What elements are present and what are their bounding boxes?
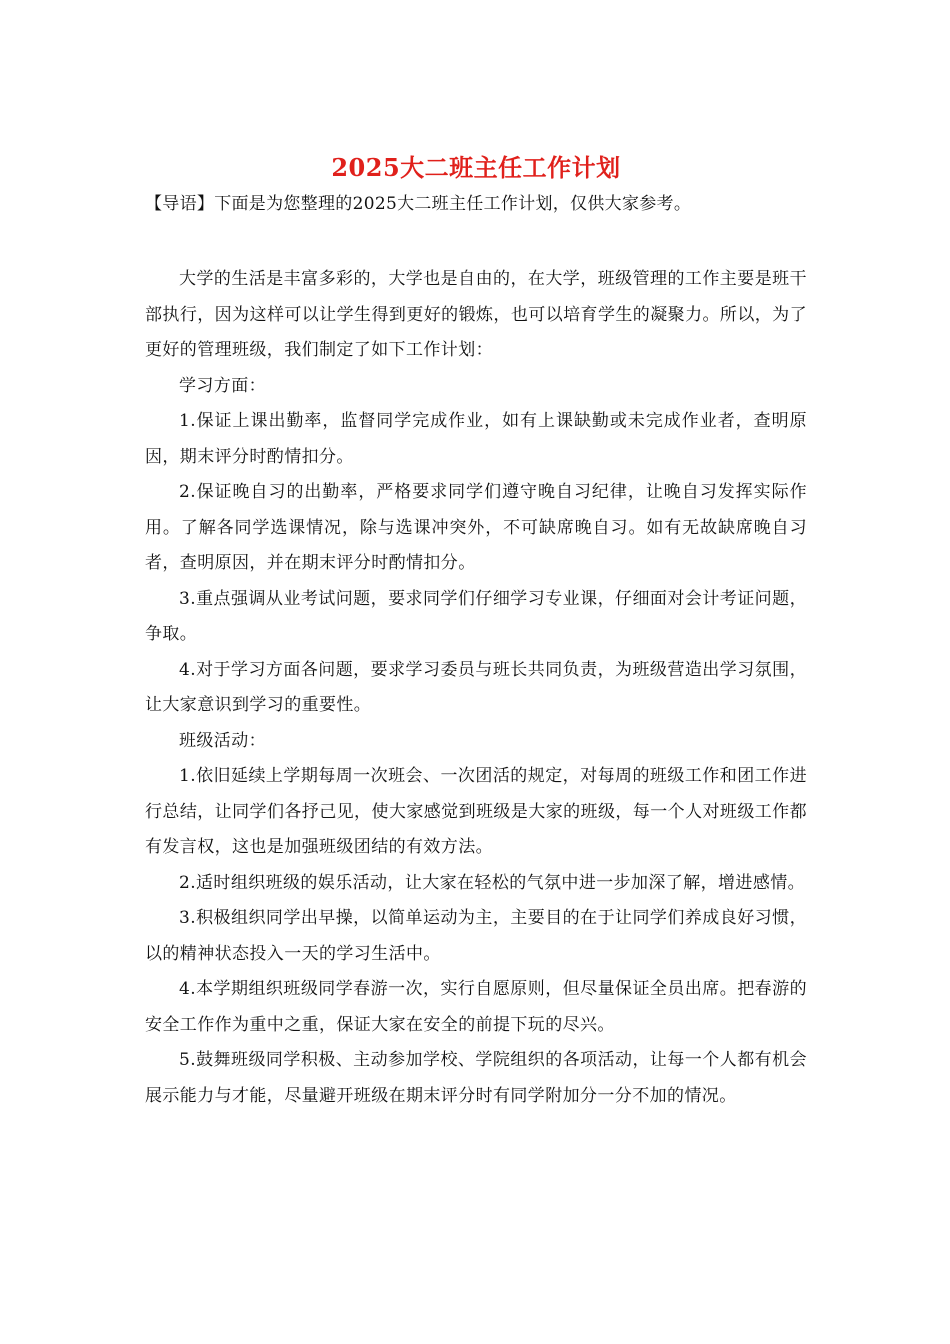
section-heading-activities: 班级活动： xyxy=(179,730,266,751)
paragraph-activity-1: 1.依旧延续上学期每周一次班会、一次团活的规定，对每周的班级工作和团工作进行总结，让同学们各抒己见，使大家感觉到班级是大家的班级，每一个人对班级工作都有发言权，这也是加强班级团结的有效方法。 xyxy=(145,766,807,857)
paragraph-activity-5: 5.鼓舞班级同学积极、主动参加学校、学院组织的各项活动，让每一个人都有机会展示能力与才能，尽量避开班级在期末评分时有同学附加分一分不加的情况。 xyxy=(145,1050,807,1106)
document-page xyxy=(145,150,807,1114)
paragraph-opening: 大学的生活是丰富多彩的，大学也是自由的，在大学，班级管理的工作主要是班干部执行，因为这样可以让学生得到更好的锻炼，也可以培育学生的凝聚力。所以，为了更好的管理班级，我们制定了如下工作计划： xyxy=(145,269,807,360)
paragraph-study-4: 4.对于学习方面各问题，要求学习委员与班长共同负责，为班级营造出学习氛围，让大家意识到学习的重要性。 xyxy=(145,659,807,715)
document-title: 2025大二班主任工作计划 xyxy=(331,153,621,182)
paragraph-activity-4: 4.本学期组织班级同学春游一次，实行自愿原则，但尽量保证全员出席。把春游的安全工作作为重中之重，保证大家在安全的前提下玩的尽兴。 xyxy=(145,979,807,1035)
paragraph-study-2: 2.保证晚自习的出勤率，严格要求同学们遵守晚自习纪律，让晚自习发挥实际作用。了解各同学选课情况，除与选课冲突外，不可缺席晚自习。如有无故缺席晚自习者，查明原因，并在期末评分时酌情扣分。 xyxy=(145,482,807,573)
paragraph-activity-2: 2.适时组织班级的娱乐活动，让大家在轻松的气氛中进一步加深了解，增进感情。 xyxy=(179,872,806,893)
section-heading-study: 学习方面： xyxy=(179,375,266,396)
paragraph-study-3: 3.重点强调从业考试问题，要求同学们仔细学习专业课，仔细面对会计考证问题，争取。 xyxy=(145,588,807,644)
blank-line xyxy=(145,220,807,262)
paragraph-study-1: 1.保证上课出勤率，监督同学完成作业，如有上课缺勤或未完成作业者，查明原因，期末评分时酌情扣分。 xyxy=(145,411,807,467)
paragraph-activity-3: 3.积极组织同学出早操，以简单运动为主，主要目的在于让同学们养成良好习惯，以的精神状态投入一天的学习生活中。 xyxy=(145,908,807,964)
intro-text: 【导语】下面是为您整理的2025大二班主任工作计划，仅供大家参考。 xyxy=(145,194,692,214)
